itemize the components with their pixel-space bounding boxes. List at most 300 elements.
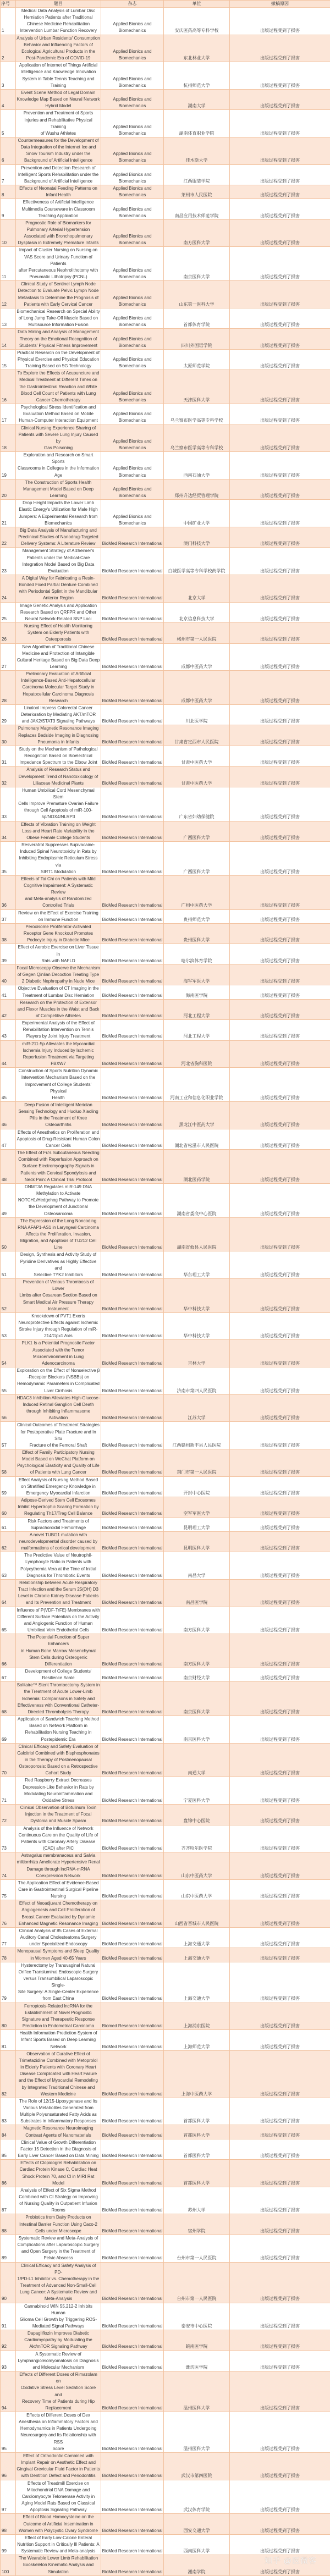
table-row bbox=[1, 185, 330, 199]
paper-title: Effects of Tai Chi on Patients with Mild Cognitive Impairment: A Systematic Review and Meta-analysis of Randomized Controlled Trials bbox=[16, 875, 101, 909]
row-number: 64 bbox=[1, 1579, 16, 1607]
institution: 甘肃中医药大学 bbox=[164, 746, 230, 766]
journal-name: Applied Bionics and Biomechanics bbox=[101, 199, 164, 219]
row-number: 12 bbox=[1, 281, 16, 308]
journal-name: BioMed Research International bbox=[101, 1531, 164, 1552]
row-number: 56 bbox=[1, 1394, 16, 1422]
institution: 南通大学 bbox=[164, 1743, 230, 1777]
institution: 西南医科大学 bbox=[164, 2534, 230, 2555]
retraction-reason: 出版过程受到了损害 bbox=[230, 219, 330, 247]
retraction-reason: 出版过程受到了损害 bbox=[230, 2452, 330, 2480]
institution: 乌兰察布医学高等专科学校 bbox=[164, 404, 230, 424]
table-row bbox=[1, 329, 330, 349]
row-number: 34 bbox=[1, 821, 16, 841]
table-row bbox=[1, 110, 330, 137]
journal-name: BioMed Research International bbox=[101, 1129, 164, 1149]
header-journal: 杂志 bbox=[101, 1, 164, 8]
retraction-reason: 出版过程受到了损害 bbox=[230, 452, 330, 479]
institution: 台州市第一人民医院 bbox=[164, 2262, 230, 2303]
paper-title: Effects of Neonatal Feeding Patterns on Infant Health bbox=[16, 185, 101, 199]
retraction-reason: 出版过程受到了损害 bbox=[230, 2514, 330, 2534]
institution: 西南石油大学 bbox=[164, 452, 230, 479]
paper-title: Biomechanical Research on Special Ability of Long Jump Take-Off Muscle Based on Multisource Information Fusion bbox=[16, 308, 101, 328]
paper-title: Adipose-Derived Stem Cell Exosomes Inhibit Hypertrophic Scaring Formation by Regulating Th17/Treg Cell Balance bbox=[16, 1497, 101, 1518]
retraction-reason: 出版过程受到了损害 bbox=[230, 1852, 330, 1880]
paper-title: Solitaire™ Stent Thrombectomy System in the Treatment of Acute Lower-Limb Ischemia: Comparisons in Safety and Effectiveness with Conventional Catheter- Directed Thrombolysis Therapy bbox=[16, 1682, 101, 1716]
journal-name: BioMed Research International bbox=[101, 2330, 164, 2351]
row-number: 19 bbox=[1, 452, 16, 479]
row-number: 18 bbox=[1, 424, 16, 452]
institution: 华中科技大学 bbox=[164, 1312, 230, 1340]
paper-title: Review on the Effect of Exercise Training on Immune Function bbox=[16, 909, 101, 923]
journal-name: BioMed Research International bbox=[101, 1068, 164, 1102]
journal-name: BioMed Research International bbox=[101, 2262, 164, 2303]
row-number: 50 bbox=[1, 1217, 16, 1251]
table-row bbox=[1, 1217, 330, 1251]
table-row bbox=[1, 671, 330, 705]
table-row bbox=[1, 875, 330, 909]
journal-name: Applied Bionics and Biomechanics bbox=[101, 137, 164, 164]
table-row bbox=[1, 787, 330, 821]
table-row bbox=[1, 2098, 330, 2125]
retraction-reason: 出版过程受到了损害 bbox=[230, 909, 330, 923]
row-number: 44 bbox=[1, 1040, 16, 1068]
paper-title: Event Scene Method of Legal Domain Knowledge Map Based on Neural Network Hybrid Model bbox=[16, 89, 101, 109]
row-number: 92 bbox=[1, 2330, 16, 2351]
journal-name: Applied Bionics and Biomechanics bbox=[101, 329, 164, 349]
paper-title: Magnetic Resonance Neuroimaging Contrast Agents of Nanomaterials bbox=[16, 2125, 101, 2139]
row-number: 81 bbox=[1, 2030, 16, 2050]
institution: 南昌应用技术师范学院 bbox=[164, 199, 230, 219]
institution: 南京医科大学 bbox=[164, 247, 230, 281]
institution: 上海浦东医院 bbox=[164, 2003, 230, 2030]
journal-name: BioMed Research International bbox=[101, 548, 164, 575]
paper-title: Clinical Study of Sentinel Lymph Node Detection to Evaluate Pelvic Lymph Node Metastasis to Determine the Prognosis of Patients with Early Cervical Cancer bbox=[16, 281, 101, 308]
table-row bbox=[1, 944, 330, 964]
row-number: 99 bbox=[1, 2534, 16, 2555]
paper-title: Clinical Efficacy and Safety Evaluation of Calcitriol Combined with Bisphosphonates in the Therapy of Postmenopausal Osteoporosis: Based on a Retrospective Cohort Study bbox=[16, 1743, 101, 1777]
journal-name: BioMed Research International bbox=[101, 821, 164, 841]
header-unit: 单位 bbox=[164, 1, 230, 8]
institution: 海军军医大学 bbox=[164, 964, 230, 985]
table-row bbox=[1, 1634, 330, 1668]
paper-title: Knockdown of PVT1 Exerts Neuroprotective Effects against Ischemic Stroke Injury through Regulation of miR- 214/Gpx1 Axis bbox=[16, 1312, 101, 1340]
paper-title: Probiotics from Dairy Products on Intestinal Barrier Function Using Caco-2 Cells under Microscope bbox=[16, 2214, 101, 2235]
table-row bbox=[1, 2534, 330, 2555]
institution: 黑龙江中医药大学 bbox=[164, 1102, 230, 1129]
row-number: 14 bbox=[1, 329, 16, 349]
institution: 山东中医药大学 bbox=[164, 1879, 230, 1900]
journal-name: BioMed Research International bbox=[101, 671, 164, 705]
journal-name: Biomed Research International bbox=[101, 2003, 164, 2030]
institution: 宁夏医科大学 bbox=[164, 1777, 230, 1805]
row-number: 7 bbox=[1, 164, 16, 185]
table-row bbox=[1, 89, 330, 109]
retraction-reason: 出版过程受到了损害 bbox=[230, 1900, 330, 1928]
journal-name: Applied Bionics and Biomechanics bbox=[101, 370, 164, 404]
journal-name: BioMed Research International bbox=[101, 1825, 164, 1852]
header-row bbox=[1, 1, 330, 8]
row-number: 39 bbox=[1, 944, 16, 964]
table-row bbox=[1, 1476, 330, 1497]
retraction-reason: 出版过程受到了损害 bbox=[230, 185, 330, 199]
row-number: 96 bbox=[1, 2452, 16, 2480]
institution: 南京财经大学 bbox=[164, 1668, 230, 1681]
retraction-reason: 出版过程受到了损害 bbox=[230, 1040, 330, 1068]
retraction-reason: 出版过程受到了损害 bbox=[230, 548, 330, 575]
table-row bbox=[1, 2371, 330, 2412]
retraction-reason: 出版过程受到了损害 bbox=[230, 1279, 330, 1313]
paper-title: Menopausal Symptoms and Sleep Quality in Women Aged 40-65 Years bbox=[16, 1948, 101, 1962]
table-row bbox=[1, 308, 330, 328]
retraction-reason: 出版过程受到了损害 bbox=[230, 2098, 330, 2125]
journal-name: BioMed Research International bbox=[101, 1312, 164, 1340]
paper-title: The Construction of Sports Health Management Model Based on Deep Learning bbox=[16, 479, 101, 499]
table-row bbox=[1, 1150, 330, 1184]
institution: 西安交通大学 bbox=[164, 2514, 230, 2534]
institution: 首都体育学院 bbox=[164, 308, 230, 328]
journal-name: BioMed Research International bbox=[101, 2187, 164, 2214]
paper-title: miR-211-5p Alleviates the Myocardial Ischemia Injury Induced by Ischemic Reperfusion Treatment via Targeting FBXW7 bbox=[16, 1040, 101, 1068]
row-number: 85 bbox=[1, 2139, 16, 2159]
row-number: 66 bbox=[1, 1634, 16, 1668]
table-row bbox=[1, 1579, 330, 1607]
row-number: 63 bbox=[1, 1552, 16, 1580]
retraction-reason: 出版过程受到了损害 bbox=[230, 8, 330, 35]
paper-title: Effects of Vibration Training on Weight Loss and Heart Rate Variability in the Obese Female College Students bbox=[16, 821, 101, 841]
institution: 东北林业大学 bbox=[164, 35, 230, 62]
institution: 济南市第四人民医院 bbox=[164, 1367, 230, 1395]
table-row bbox=[1, 62, 330, 90]
table-row bbox=[1, 1743, 330, 1777]
journal-name: BioMed Research International bbox=[101, 2214, 164, 2235]
row-number: 79 bbox=[1, 1962, 16, 2003]
row-number: 25 bbox=[1, 602, 16, 622]
institution: 佳木斯大学 bbox=[164, 137, 230, 164]
institution: 河北省胸科医院 bbox=[164, 1040, 230, 1068]
journal-name: BioMed Research International bbox=[101, 787, 164, 821]
paper-title: Pulmonary Magnetic Resonance Imaging Replaces Bedside Imaging in Diagnosing Pneumonia in Infants bbox=[16, 725, 101, 746]
journal-name: BioMed Research International bbox=[101, 1102, 164, 1129]
watermark: 知乎 @医微客 bbox=[265, 2555, 317, 2566]
paper-title: Nursing Effect of Health Monitoring System on Elderly Patients with Osteoporosis bbox=[16, 623, 101, 643]
row-number: 55 bbox=[1, 1367, 16, 1395]
paper-title: Medical Data Analysis of Lumbar Disc Herniation Patients after Traditional Chinese Medicine Rehabilitation Intervention Lumbar Function Recovery bbox=[16, 8, 101, 35]
retraction-reason: 出版过程受到了损害 bbox=[230, 308, 330, 328]
retraction-reason: 出版过程受到了损害 bbox=[230, 2214, 330, 2235]
journal-name: Applied Bionics and Biomechanics bbox=[101, 308, 164, 328]
journal-name: Applied Bionics and Biomechanics bbox=[101, 35, 164, 62]
journal-name: BioMed Research International bbox=[101, 1900, 164, 1928]
row-number: 78 bbox=[1, 1948, 16, 1962]
table-row bbox=[1, 2351, 330, 2371]
institution: 山西省晋城市人民医院 bbox=[164, 1900, 230, 1928]
journal-name: Applied Bionics and Biomechanics bbox=[101, 404, 164, 424]
table-row bbox=[1, 602, 330, 622]
retraction-reason: 出版过程受到了损害 bbox=[230, 2187, 330, 2214]
institution: 宿州学院 bbox=[164, 2214, 230, 2235]
institution: 湖北省松滋市人民医院 bbox=[164, 1129, 230, 1149]
journal-name: BioMed Research International bbox=[101, 1518, 164, 1531]
table-row bbox=[1, 1129, 330, 1149]
retraction-reason: 出版过程受到了损害 bbox=[230, 787, 330, 821]
institution: 四川外国语学院 bbox=[164, 329, 230, 349]
institution: 湖北医药学院 bbox=[164, 1150, 230, 1184]
retraction-reason: 出版过程受到了损害 bbox=[230, 2412, 330, 2453]
table-row bbox=[1, 1805, 330, 1825]
row-number: 77 bbox=[1, 1927, 16, 1948]
row-number: 73 bbox=[1, 1825, 16, 1852]
table-row bbox=[1, 2003, 330, 2030]
institution: 皖南医学院 bbox=[164, 2330, 230, 2351]
header-title: 题目 bbox=[16, 1, 101, 8]
table-row bbox=[1, 1948, 330, 1962]
retraction-reason: 出版过程受到了损害 bbox=[230, 1531, 330, 1552]
row-number: 100 bbox=[1, 2555, 16, 2575]
table-row bbox=[1, 1367, 330, 1395]
journal-name: BioMed Research International bbox=[101, 1367, 164, 1395]
paper-title: Human Umbilical Cord Mesenchymal Stem Cells Improve Premature Ovarian Failure through Cell Apoptosis of miR-100- 5p/NOX4/NLRP3 bbox=[16, 787, 101, 821]
retraction-reason: 出版过程受到了损害 bbox=[230, 2160, 330, 2187]
retraction-reason: 出版过程受到了损害 bbox=[230, 500, 330, 527]
row-number: 5 bbox=[1, 110, 16, 137]
journal-name: BioMed Research International bbox=[101, 1183, 164, 1217]
paper-title: Analysis of Urban Residents' Consumption Behavior and Influencing Factors of Ecological Agricultural Products in the Post-Pandemic Era of COVID-19 bbox=[16, 35, 101, 62]
institution: 首都医科大学 bbox=[164, 2139, 230, 2159]
institution: 空军军医大学 bbox=[164, 1497, 230, 1518]
institution: 盘锦中心医院 bbox=[164, 1805, 230, 1825]
paper-title: A Digital Way for Fabricating a Resin- Bonded Fixed Partial Denture Combined with Periodontal Splint in the Mandibular Anterior Region bbox=[16, 575, 101, 602]
paper-title: Data Mining and Analysis of Management Theory on the Emotional Recognition of Students' Physical Fitness Improvement bbox=[16, 329, 101, 349]
paper-title: Prevention of Venous Thrombosis of Lower Limbs after Cesarean Section Based on Smart Medical Air Pressure Therapy Instrument bbox=[16, 1279, 101, 1313]
retraction-reason: 出版过程受到了损害 bbox=[230, 2139, 330, 2159]
paper-title: Clinical Efficacy and Safety Analysis of PD- 1/PD-L1 Inhibitor vs. Chemotherapy in the Treatment of Advanced Non-Small-Cell Lung Cancer: A Systematic Review and Meta-Analysis bbox=[16, 2262, 101, 2303]
row-number: 15 bbox=[1, 349, 16, 369]
row-number: 13 bbox=[1, 308, 16, 328]
table-row bbox=[1, 1449, 330, 1476]
row-number: 47 bbox=[1, 1129, 16, 1149]
journal-name: BioMed Research International bbox=[101, 2371, 164, 2412]
row-number: 53 bbox=[1, 1312, 16, 1340]
retraction-reason: 出版过程受到了损害 bbox=[230, 1552, 330, 1580]
retraction-reason: 出版过程受到了损害 bbox=[230, 2555, 330, 2575]
retraction-reason: 出版过程受到了损害 bbox=[230, 842, 330, 876]
retraction-reason: 出版过程受到了损害 bbox=[230, 164, 330, 185]
table-row bbox=[1, 1531, 330, 1552]
retraction-reason: 出版过程受到了损害 bbox=[230, 1340, 330, 1367]
institution: 广州中医药大学 bbox=[164, 875, 230, 909]
institution: 江西服装学院 bbox=[164, 164, 230, 185]
institution: 成都中医药大学 bbox=[164, 643, 230, 671]
journal-name: BioMed Research International bbox=[101, 1805, 164, 1825]
table-row bbox=[1, 1607, 330, 1634]
row-number: 28 bbox=[1, 671, 16, 705]
institution: 河北工程大学 bbox=[164, 1020, 230, 1040]
row-number: 95 bbox=[1, 2412, 16, 2453]
journal-name: BioMed Research International bbox=[101, 944, 164, 964]
journal-name: BioMed Research International bbox=[101, 875, 164, 909]
paper-title: Linalool Impress Colorectal Cancer Deterioration by Mediating AKT/mTOR and JAK2/STAT3 Signaling Pathways bbox=[16, 704, 101, 725]
journal-name: BioMed Research International bbox=[101, 623, 164, 643]
paper-title: Effects of Different Doses of Rimazolam on Oxidative Stress Level Sedation Score and Recovery Time of Patients during Hip Replacement bbox=[16, 2371, 101, 2412]
institution: 北京信息科技大学 bbox=[164, 602, 230, 622]
row-number: 49 bbox=[1, 1183, 16, 1217]
retraction-reason: 出版过程受到了损害 bbox=[230, 1682, 330, 1716]
paper-title: Risk Factors and Treatments of Suprachoroidal Hemorrhage bbox=[16, 1518, 101, 1531]
paper-title: Effect of Family Participatory Nursing Model Based on WeChat Platform on Psychological Elasticity and Quality of Life of Patients with Lung Cancer bbox=[16, 1449, 101, 1476]
row-number: 48 bbox=[1, 1150, 16, 1184]
row-number: 62 bbox=[1, 1531, 16, 1552]
journal-name: BioMed Research International bbox=[101, 2555, 164, 2575]
institution: 南昌医学院 bbox=[164, 1579, 230, 1607]
institution: 哈尔滨体育学院 bbox=[164, 944, 230, 964]
row-number: 11 bbox=[1, 247, 16, 281]
journal-name: Applied Bionics and Biomechanics bbox=[101, 164, 164, 185]
institution: 中国矿业大学 bbox=[164, 500, 230, 527]
institution: 贵州师范大学 bbox=[164, 909, 230, 923]
row-number: 9 bbox=[1, 199, 16, 219]
paper-title: Exploration on the Effect of Nonselective β -Receptor Blockers (NSBBs) on Hemodynamic Parameters in Complicated Liver Cirrhosis bbox=[16, 1367, 101, 1395]
retraction-reason: 出版过程受到了损害 bbox=[230, 2330, 330, 2351]
retraction-reason: 出版过程受到了损害 bbox=[230, 2534, 330, 2555]
retraction-reason: 出版过程受到了损害 bbox=[230, 875, 330, 909]
retraction-reason: 出版过程受到了损害 bbox=[230, 575, 330, 602]
table-row bbox=[1, 2030, 330, 2050]
paper-title: Influence of P(VDF-TrFE) Membranes with Different Surface Potentials on the Activity and Angiogenic Function of Human Umbilical Vein Endothelial Cells bbox=[16, 1607, 101, 1634]
institution: 川北医学院 bbox=[164, 704, 230, 725]
journal-name: BioMed Research International bbox=[101, 1634, 164, 1668]
paper-title: Experimental Analysis of the Effect of Rehabilitation Intervention on Tennis Players by Joint Injury Treatment bbox=[16, 1020, 101, 1040]
row-number: 69 bbox=[1, 1716, 16, 1744]
paper-title: DNMT3A Regulates miR-149 DNA Methylation to Activate NOTCH1/Hedgehog Pathway to Promote the Development of Junctional Osteosarcoma bbox=[16, 1183, 101, 1217]
paper-title: The Application Effect of Evidence-Based Care in Gastrointestinal Surgical Pipeline Nursing bbox=[16, 1879, 101, 1900]
retraction-reason: 出版过程受到了损害 bbox=[230, 1607, 330, 1634]
journal-name: BioMed Research International bbox=[101, 2050, 164, 2098]
table-row bbox=[1, 2050, 330, 2098]
row-number: 60 bbox=[1, 1497, 16, 1518]
row-number: 2 bbox=[1, 35, 16, 62]
table-row bbox=[1, 766, 330, 787]
institution: 首都医科大学 bbox=[164, 2160, 230, 2187]
row-number: 76 bbox=[1, 1900, 16, 1928]
paper-title: Management Strategy of Alzheimer's Patients under the Medical-Care Integration Model Based on Big Data Evaluation bbox=[16, 548, 101, 575]
institution: 杭州师范大学 bbox=[164, 62, 230, 90]
row-number: 43 bbox=[1, 1020, 16, 1040]
retraction-reason: 出版过程受到了损害 bbox=[230, 281, 330, 308]
paper-title: The Wearable Lower Limb Rehabilitation Exoskeleton Kinematic Analysis and Simulation bbox=[16, 2555, 101, 2575]
table-row bbox=[1, 1682, 330, 1716]
paper-title: Psychological Stress Identification and Evaluation Method Based on Mobile Human-Computer Interaction Equipment bbox=[16, 404, 101, 424]
journal-name: BioMed Research International bbox=[101, 1607, 164, 1634]
institution: 武汉市第四医院 bbox=[164, 2452, 230, 2480]
journal-name: BioMed Research International bbox=[101, 1497, 164, 1518]
journal-name: BioMed Research International bbox=[101, 2412, 164, 2453]
paper-title: Analysis of Effect of Six Sigma Method Combined with CI Strategy on Improving of Nursing Quality in Outpatient Infusion Rooms bbox=[16, 2187, 101, 2214]
paper-title: Astragalus membranaceus and Salvia miltiorrhiza Ameliorate Hypertensive Renal Damage through lncRNA-mRNA Coexpression Network bbox=[16, 1852, 101, 1880]
journal-name: Applied Bionics and Biomechanics bbox=[101, 110, 164, 137]
row-number: 41 bbox=[1, 985, 16, 999]
table-row bbox=[1, 842, 330, 876]
retraction-reason: 出版过程受到了损害 bbox=[230, 110, 330, 137]
journal-name: BioMed Research International bbox=[101, 2452, 164, 2480]
retraction-reason: 出版过程受到了损害 bbox=[230, 944, 330, 964]
institution: 泰安市中心医院 bbox=[164, 2303, 230, 2330]
paper-title: Cannabinoid WIN 55,212-2 Inhibits Human Glioma Cell Growth by Triggering ROS- Mediated Signal Pathways bbox=[16, 2303, 101, 2330]
institution: 太原师范学院 bbox=[164, 349, 230, 369]
institution: 安庆医药高等专科学校 bbox=[164, 8, 230, 35]
row-number: 75 bbox=[1, 1879, 16, 1900]
institution: 郑州升达经贸管理学院 bbox=[164, 479, 230, 499]
journal-name: BioMed Research International bbox=[101, 2303, 164, 2330]
journal-name: Applied Bionics and Biomechanics bbox=[101, 185, 164, 199]
journal-name: Applied Bionics and Biomechanics bbox=[101, 8, 164, 35]
journal-name: Applied Bionics and Biomechanics bbox=[101, 349, 164, 369]
paper-title: The Expression of the Long Noncoding RNA AFAP1-AS1 in Laryngeal Carcinoma Affects the Proliferation, Invasion, Migration, and Apoptosis of TU212 Cell Line bbox=[16, 1217, 101, 1251]
table-row bbox=[1, 1068, 330, 1102]
retraction-reason: 出版过程受到了损害 bbox=[230, 62, 330, 90]
row-number: 70 bbox=[1, 1743, 16, 1777]
institution: 广西医科大学 bbox=[164, 842, 230, 876]
row-number: 71 bbox=[1, 1777, 16, 1805]
paper-title: Effects of Treadmill Exercise on Mitochondrial DNA Damage and Cardiomyocyte Telomerase Activity in Aging Model Rats Based on Classical Apoptosis Signaling Pathway bbox=[16, 2480, 101, 2514]
row-number: 82 bbox=[1, 2050, 16, 2098]
table-row bbox=[1, 1879, 330, 1900]
institution: 莱州市人民医院 bbox=[164, 185, 230, 199]
paper-title: HDAC3 Inhibition Alleviates High-Glucose- Induced Retinal Ganglion Cell Death through Inhibiting Inflammasome Activation bbox=[16, 1394, 101, 1422]
journal-name: BioMed Research International bbox=[101, 1217, 164, 1251]
table-row bbox=[1, 1251, 330, 1279]
retraction-reason: 出版过程受到了损害 bbox=[230, 89, 330, 109]
row-number: 38 bbox=[1, 923, 16, 944]
journal-name: BioMed Research International bbox=[101, 1962, 164, 2003]
retraction-reason: 出版过程受到了损害 bbox=[230, 1217, 330, 1251]
row-number: 1 bbox=[1, 8, 16, 35]
journal-name: BioMed Research International bbox=[101, 1579, 164, 1607]
table-row bbox=[1, 35, 330, 62]
table-row bbox=[1, 2412, 330, 2453]
table-row bbox=[1, 1497, 330, 1518]
institution: 成都中医药大学 bbox=[164, 671, 230, 705]
journal-name: BioMed Research International bbox=[101, 1743, 164, 1777]
institution: 贵州医科大学 bbox=[164, 923, 230, 944]
row-number: 54 bbox=[1, 1340, 16, 1367]
retraction-reason: 出版过程受到了损害 bbox=[230, 2125, 330, 2139]
paper-title: Exploration and Research on Smart Sports Classrooms in Colleges in the Information Age bbox=[16, 452, 101, 479]
row-number: 24 bbox=[1, 575, 16, 602]
retraction-reason: 出版过程受到了损害 bbox=[230, 349, 330, 369]
paper-title: Red Raspberry Extract Decreases Depression-Like Behavior in Rats by Modulating Neuroinflammation and Oxidative Stress bbox=[16, 1777, 101, 1805]
row-number: 40 bbox=[1, 964, 16, 985]
table-row bbox=[1, 1852, 330, 1880]
retraction-reason: 出版过程受到了损害 bbox=[230, 1183, 330, 1217]
paper-title: Hysterectomy by Transvaginal Natural Orifice Transluminal Endoscopic Surgery versus Transumbilical Laparoscopic Single- Site Surgery: A Single-Center Experience from East China bbox=[16, 1962, 101, 2003]
paper-title: The Role of 12/15-Lipoxygenase and Its Various Metabolites Generated from Multiple Polyunsaturated Fatty Acids as Substrates in Inflammatory Responses bbox=[16, 2098, 101, 2125]
retraction-reason: 出版过程受到了损害 bbox=[230, 1948, 330, 1962]
journal-name: BioMed Research International bbox=[101, 725, 164, 746]
table-row bbox=[1, 1962, 330, 2003]
table-row bbox=[1, 424, 330, 452]
table-row bbox=[1, 746, 330, 766]
row-number: 58 bbox=[1, 1449, 16, 1476]
row-number: 4 bbox=[1, 89, 16, 109]
row-number: 72 bbox=[1, 1805, 16, 1825]
retraction-reason: 出版过程受到了损害 bbox=[230, 1251, 330, 1279]
journal-name: BioMed Research International bbox=[101, 1852, 164, 1880]
institution: 白城医学高等专科学校药学院 bbox=[164, 548, 230, 575]
paper-title: Deep Fusion of Intelligent Meridian Sensing Technology and Huoluo Xiaoling Pills in the Treatment of Knee Osteoarthritis bbox=[16, 1102, 101, 1129]
journal-name: BioMed Research International bbox=[101, 1927, 164, 1948]
retraction-reason: 出版过程受到了损害 bbox=[230, 602, 330, 622]
